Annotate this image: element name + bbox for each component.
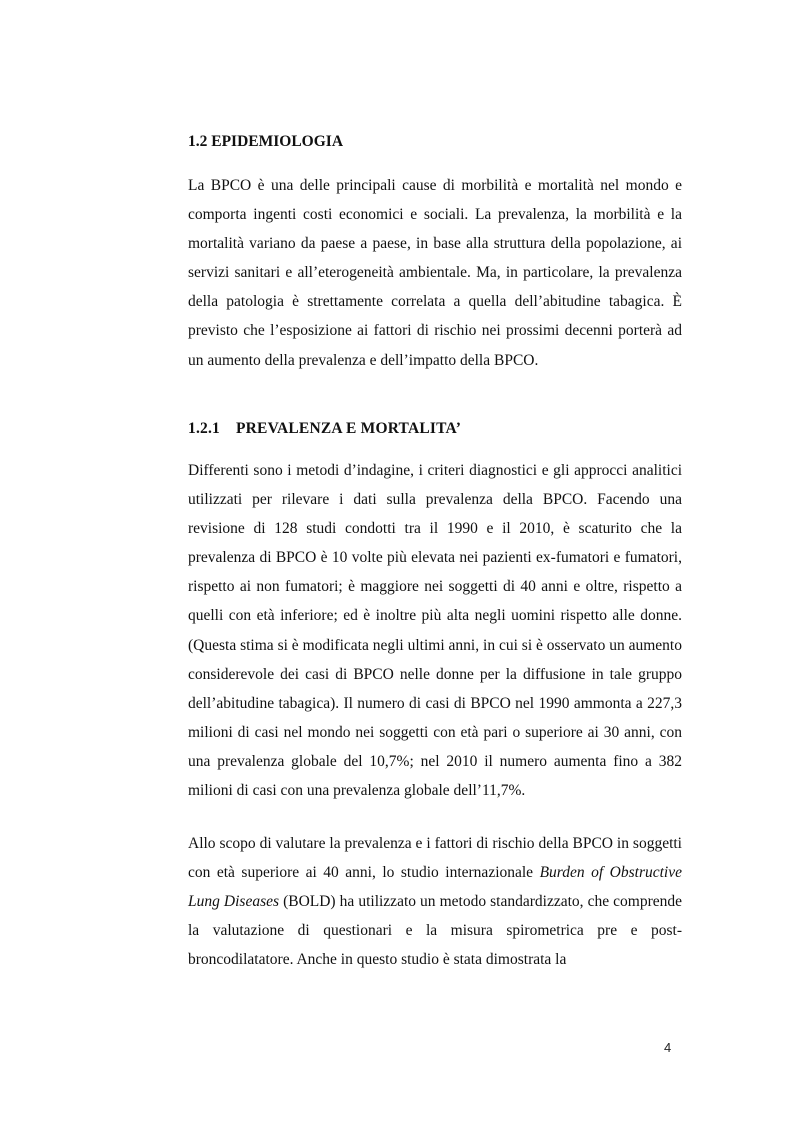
subsection-heading xyxy=(188,420,461,438)
paragraph-bold-study xyxy=(188,829,682,974)
study-name: Burden of Obstructive Lung Diseases xyxy=(188,864,682,911)
paragraph-bold-study-text-start: Allo scopo di valutare la prevalenza e i fattori di rischio della BPCO in soggetti con età superiore ai 40 anni, lo studio internazionale xyxy=(188,835,682,882)
subsection-title: PREVALENZA E MORTALITA’ xyxy=(236,420,462,437)
paragraph-introduction: La BPCO è una delle principali cause di morbilità e mortalità nel mondo e comporta ingenti costi economici e sociali. La prevalenza, la morbilità e la mortalità variano da paese a paese, in base alla struttura della popolazione, ai servizi sanitari e all’eterogeneità ambientale. Ma, in particolare, la prevalenza della patologia è strettamente correlata a quella dell’abitudine tabagica. È previsto che l’esposizione ai fattori di rischio nei prossimi decenni porterà ad un aumento della prevalenza e dell’impatto della BPCO. xyxy=(188,177,682,369)
section-title: 1.2 EPIDEMIOLOGIA xyxy=(188,133,344,150)
page-number: 4 xyxy=(664,1040,672,1055)
paragraph-prevalence: Differenti sono i metodi d’indagine, i criteri diagnostici e gli approcci analitici utilizzati per rilevare i dati sulla prevalenza della BPCO. Facendo una revisione di 128 studi condotti tra il 1990 e il 2010, è scaturito che la prevalenza di BPCO è 10 volte più elevata nei pazienti ex-fumatori e fumatori, rispetto ai non fumatori; è maggiore nei soggetti di 40 anni e oltre, rispetto a quelli con età inferiore; ed è inoltre più alta negli uomini rispetto alle donne. (Questa stima si è modificata negli ultimi anni, in cui si è osservato un aumento considerevole dei casi di BPCO nelle donne per la diffusione in tale gruppo dell’abitudine tabagica). Il numero di casi di BPCO nel 1990 ammonta a 227,3 milioni di casi nel mondo nei soggetti con età pari o superiore ai 30 anni, con una prevalenza globale del 10,7%; nel 2010 il numero aumenta fino a 382 milioni di casi con una prevalenza globale dell’11,7%. xyxy=(188,462,682,800)
subsection-number: 1.2.1 xyxy=(188,420,220,437)
paragraph-bold-study-text-end: (BOLD) ha utilizzato un metodo standardizzato, che comprende la valutazione di questionari e la misura spirometrica pre e post-broncodilatatore. Anche in questo studio è stata dimostrata la xyxy=(188,893,682,969)
